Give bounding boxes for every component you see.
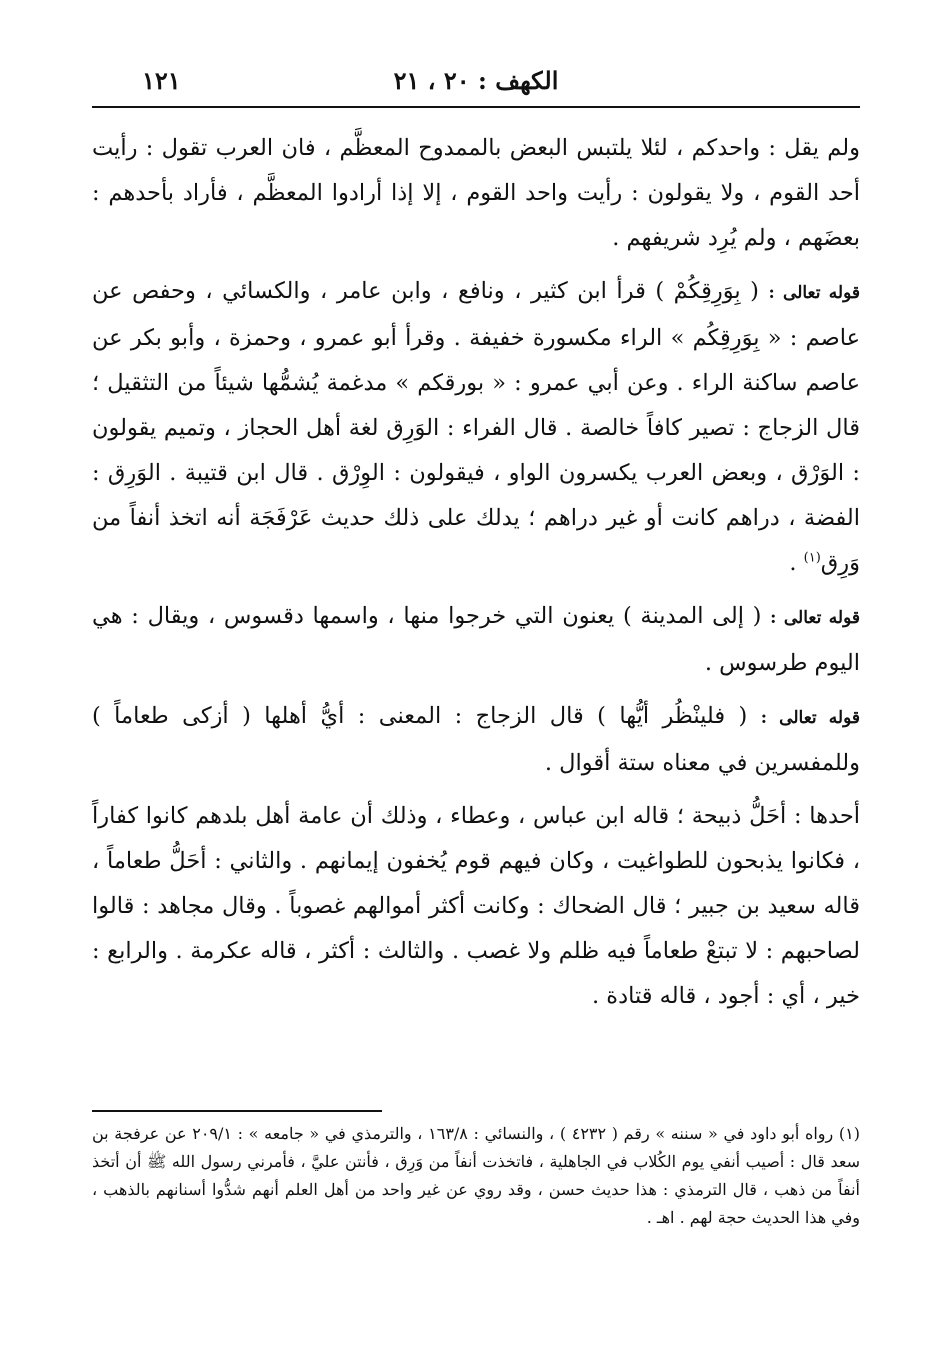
- verse-label: قوله تعالى :: [770, 608, 860, 628]
- main-text: [92, 126, 860, 1019]
- verse-label: قوله تعالى :: [760, 708, 861, 728]
- paragraph-3: [92, 594, 860, 686]
- footnote-1: (١) رواه أبو داود في « سننه » رقم ( ٤٢٣٢ ) ، والنسائي : ١٦٣/٨ ، والترمذي في « جامعه » : ٢٠٩/١ عن عرفجة بن سعد قال : أصيب أنفي يوم الكُلاب في الجاهلية ، فاتخذت أنفاً من وَرِق ، فأنتن عليَّ ، فأمرني رسول الله ﷺ أن أتخذ أنفاً من ذهب ، قال الترمذي : هذا حديث حسن ، وقد روي عن غير واحد من أهل العلم أنهم شدُّوا أسنانهم بالذهب ، وفي هذا الحديث حجة لهم . اهـ .: [92, 1124, 860, 1227]
- footnote-reference: (١): [803, 550, 821, 566]
- paragraph-2: [92, 269, 860, 586]
- book-page: [92, 60, 860, 1350]
- paragraph-4-text: ( فلينْظُر أيُّها ) قال الزجاج : المعنى : أيُّ أهلها ( أزكى طعاماً ) وللمفسرين في معناه ستة أقوال .: [92, 703, 860, 776]
- paragraph-2-text: ( بِوَرِقِكُمْ ) قرأ ابن كثير ، ونافع ، وابن عامر ، والكسائي ، وحفص عن عاصم : « بِوَرِقِكُم » الراء مكسورة خفيفة . وقرأ أبو عمرو ، وحمزة ، وأبو بكر عن عاصم ساكنة الراء . وعن أبي عمرو : « بورقكم » مدغمة يُشمُّها شيئاً من التثقيل ؛ قال الزجاج : تصير كافاً خالصة . قال الفراء : الوَرِق لغة أهل الحجاز ، وتميم يقولون : الوَرْق ، وبعض العرب يكسرون الواو ، فيقولون : الوِرْق . قال ابن قتيبة . الوَرِق : الفضة ، دراهم كانت أو غير دراهم ؛ يدلك على ذلك حديث عَرْفَجَة أنه اتخذ أنفاً من وَرِق: [92, 278, 860, 576]
- paragraph-4: [92, 694, 860, 786]
- running-title: الكهف : ٢٠ ، ٢١: [393, 66, 559, 95]
- page-number: ١٢١: [142, 66, 181, 95]
- paragraph-1: ولم يقل : واحدكم ، لئلا يلتبس البعض بالممدوح المعظَّم ، فان العرب تقول : رأيت أحد القوم ، ولا يقولون : رأيت واحد القوم ، إلا إذا أرادوا المعظَّم ، فأراد بأحدهم : بعضَهم ، ولم يُرِد شريفهم .: [92, 135, 860, 251]
- paragraph-2-end: .: [789, 550, 804, 576]
- paragraph-5: أحدها : أحَلُّ ذبيحة ؛ قاله ابن عباس ، وعطاء ، وذلك أن عامة أهل بلدهم كانوا كفاراً ، فكانوا يذبحون للطواغيت ، وكان فيهم قوم يُخفون إيمانهم . والثاني : أحَلُّ طعاماً ، قاله سعيد بن جبير ؛ قال الضحاك : وكانت أكثر أموالهم غصوباً . وقال مجاهد : قالوا لصاحبهم : لا تبتعْ طعاماً فيه ظلم ولا غصب . والثالث : أكثر ، قاله عكرمة . والرابع : خير ، أي : أجود ، قاله قتادة .: [92, 803, 860, 1009]
- page-header: [92, 60, 860, 108]
- paragraph-3-text: ( إلى المدينة ) يعنون التي خرجوا منها ، واسمها دقسوس ، ويقال : هي اليوم طرسوس .: [92, 603, 860, 676]
- footnote-divider: [92, 1110, 382, 1112]
- footnotes-section: [92, 1110, 860, 1232]
- verse-label: قوله تعالى :: [768, 283, 860, 303]
